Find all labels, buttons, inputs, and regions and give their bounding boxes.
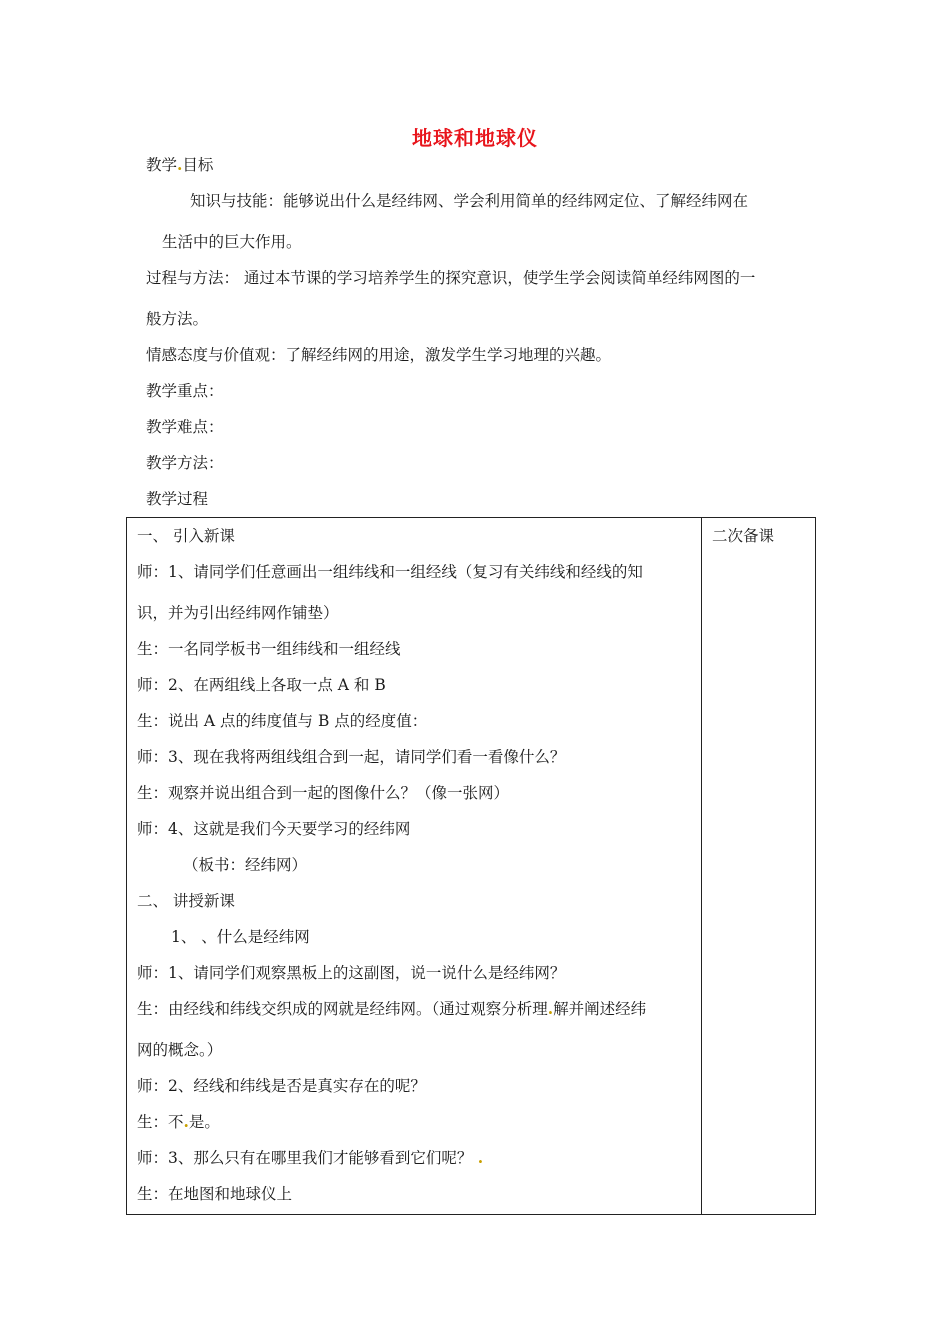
table-line: 师：2、在两组线上各取一点 A 和 B [137, 676, 386, 694]
process-methods-line-1: 过程与方法： 通过本节课的学习培养学生的探究意识，使学生学会阅读简单经纬网图的一 [146, 269, 756, 287]
table-line: 师：3、现在我将两组线组合到一起，请同学们看一看像什么？ [137, 748, 566, 766]
difficulties-label: 教学难点： [146, 418, 224, 436]
subsection-heading: 1、 、什么是经纬网 [171, 928, 310, 946]
process-methods-line-2: 般方法。 [146, 310, 209, 328]
table-line: 生：不.是。 [137, 1112, 220, 1131]
table-line: 师：1、请同学们任意画出一组纬线和一组经线（复习有关纬线和经线的知 [137, 563, 643, 581]
table-line: 网的概念。） [137, 1041, 223, 1059]
table-line: 生：由经线和纬线交织成的网就是经纬网。（通过观察分析理.解并阐述经纬 [137, 999, 647, 1018]
knowledge-skills-line-1: 知识与技能：能够说出什么是经纬网、学会利用简单的经纬网定位、了解经纬网在 [190, 192, 749, 210]
methods-label: 教学方法： [146, 454, 224, 472]
procedure-label: 教学过程 [146, 490, 209, 508]
second-prep-cell [702, 518, 816, 1215]
procedure-table [126, 517, 816, 1215]
section-1-heading: 一、 引入新课 [137, 527, 235, 545]
table-line: 生：观察并说出组合到一起的图像什么？（像一张网） [137, 784, 510, 802]
second-prep-header: 二次备课 [712, 527, 775, 545]
key-points-label: 教学重点： [146, 382, 224, 400]
table-line: 生：说出 A 点的纬度值与 B 点的经度值： [137, 712, 428, 730]
table-line: （板书：经纬网） [183, 856, 308, 874]
table-line: 生：在地图和地球仪上 [137, 1185, 293, 1203]
emotion-values-line: 情感态度与价值观：了解经纬网的用途，激发学生学习地理的兴趣。 [146, 346, 612, 364]
table-line: 识，并为引出经纬网作铺垫） [137, 604, 339, 622]
table-line: 生：一名同学板书一组纬线和一组经线 [137, 640, 401, 658]
knowledge-skills-line-2: 生活中的巨大作用。 [162, 233, 302, 251]
section-2-heading: 二、 讲授新课 [137, 892, 235, 910]
table-line: 师：3、那么只有在哪里我们才能够看到它们呢？ . [137, 1148, 484, 1167]
table-line: 师：4、这就是我们今天要学习的经纬网 [137, 820, 411, 838]
document-title: 地球和地球仪 [412, 126, 538, 150]
table-line: 师：2、经线和纬线是否是真实存在的呢？ [137, 1077, 426, 1095]
procedure-main-cell [127, 518, 702, 1215]
objectives-heading: 教学.目标 [146, 155, 214, 174]
table-line: 师：1、请同学们观察黑板上的这副图，说一说什么是经纬网？ [137, 964, 566, 982]
